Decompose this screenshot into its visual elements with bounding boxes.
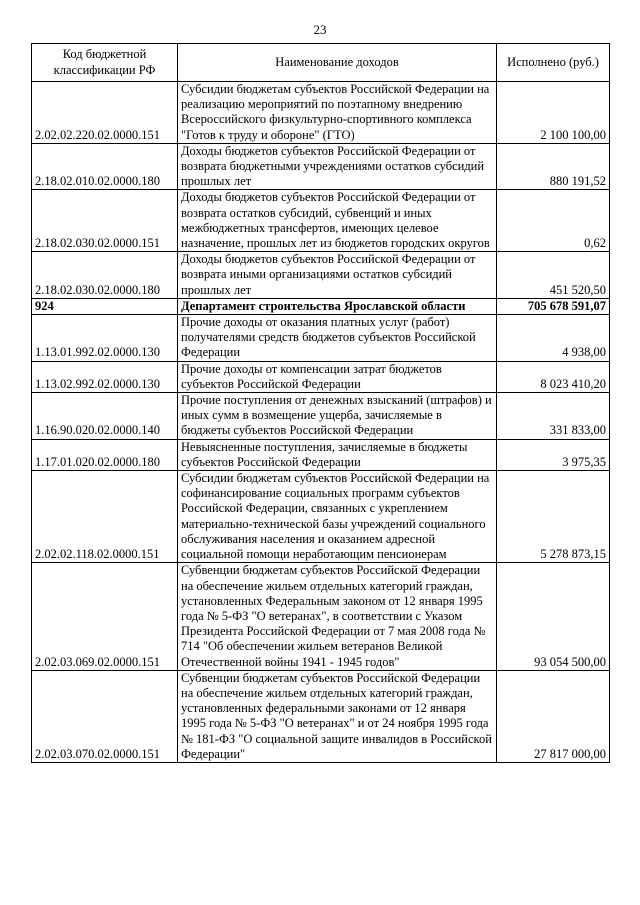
row-name: Прочие доходы от компенсации затрат бюджетов субъектов Российской Федерации <box>178 361 497 392</box>
row-name: Невыясненные поступления, зачисляемые в бюджеты субъектов Российской Федерации <box>178 439 497 470</box>
table-row <box>32 143 610 190</box>
row-amount: 4 938,00 <box>497 315 610 362</box>
row-amount: 705 678 591,07 <box>497 298 610 314</box>
table-row <box>32 563 610 670</box>
row-name: Прочие поступления от денежных взысканий (штрафов) и иных сумм в возмещение ущерба, зачисляемые в бюджеты субъектов Российской Федерации <box>178 393 497 440</box>
row-name: Прочие доходы от оказания платных услуг (работ) получателями средств бюджетов субъектов Российской Федерации <box>178 315 497 362</box>
row-code: 1.13.01.992.02.0000.130 <box>32 315 178 362</box>
row-amount: 93 054 500,00 <box>497 563 610 670</box>
row-name: Департамент строительства Ярославской области <box>178 298 497 314</box>
row-amount: 331 833,00 <box>497 393 610 440</box>
row-code: 2.18.02.030.02.0000.151 <box>32 190 178 252</box>
row-amount: 8 023 410,20 <box>497 361 610 392</box>
row-code: 924 <box>32 298 178 314</box>
row-amount: 0,62 <box>497 190 610 252</box>
row-name: Доходы бюджетов субъектов Российской Федерации от возврата остатков субсидий, субвенций и иных межбюджетных трансфертов, имеющих целевое назначение, прошлых лет из бюджетов городских округов <box>178 190 497 252</box>
header-amount: Исполнено (руб.) <box>497 44 610 82</box>
row-name: Субсидии бюджетам субъектов Российской Федерации на софинансирование социальных программ субъектов Российской Федерации, связанных с укреплением материально-технической базы учреждений социального обслуживания населения и оказанием адресной социальной помощи неработающим пенсионерам <box>178 471 497 563</box>
table-row <box>32 190 610 252</box>
row-amount: 451 520,50 <box>497 252 610 299</box>
revenue-table <box>31 43 610 763</box>
row-name: Доходы бюджетов субъектов Российской Федерации от возврата иными организациями остатков субсидий прошлых лет <box>178 252 497 299</box>
row-amount: 3 975,35 <box>497 439 610 470</box>
row-name: Субвенции бюджетам субъектов Российской Федерации на обеспечение жильем отдельных категорий граждан, установленных федеральными законами от 12 января 1995 года № 5-ФЗ "О ветеранах" и от 24 ноября 1995 года № 181-ФЗ "О социальной защите инвалидов в Российской Федерации" <box>178 670 497 762</box>
table-row <box>32 82 610 144</box>
row-code: 1.17.01.020.02.0000.180 <box>32 439 178 470</box>
table-header <box>32 44 610 82</box>
header-row <box>32 44 610 82</box>
table-row <box>32 670 610 762</box>
table-row <box>32 471 610 563</box>
row-amount: 5 278 873,15 <box>497 471 610 563</box>
row-code: 2.02.03.069.02.0000.151 <box>32 563 178 670</box>
table-row <box>32 439 610 470</box>
page-number: 23 <box>313 22 327 37</box>
table-row <box>32 393 610 440</box>
table-row <box>32 361 610 392</box>
header-code: Код бюджетной классификации РФ <box>32 44 178 82</box>
row-code: 2.02.02.118.02.0000.151 <box>32 471 178 563</box>
row-name: Субсидии бюджетам субъектов Российской Федерации на реализацию мероприятий по поэтапному внедрению Всероссийского физкультурно-спортивного комплекса "Готов к труду и обороне" (ГТО) <box>178 82 497 144</box>
header-name: Наименование доходов <box>178 44 497 82</box>
row-code: 1.13.02.992.02.0000.130 <box>32 361 178 392</box>
table-body <box>32 82 610 763</box>
row-code: 2.18.02.010.02.0000.180 <box>32 143 178 190</box>
row-code: 2.02.03.070.02.0000.151 <box>32 670 178 762</box>
row-amount: 880 191,52 <box>497 143 610 190</box>
row-code: 1.16.90.020.02.0000.140 <box>32 393 178 440</box>
row-name: Субвенции бюджетам субъектов Российской Федерации на обеспечение жильем отдельных категорий граждан, установленных Федеральным законом от 12 января 1995 года № 5-ФЗ "О ветеранах", в соответствии с Указом Президента Российской Федерации от 7 мая 2008 года № 714 "Об обеспечении жильем ветеранов Великой Отечественной войны 1941 - 1945 годов" <box>178 563 497 670</box>
row-code: 2.18.02.030.02.0000.180 <box>32 252 178 299</box>
row-amount: 2 100 100,00 <box>497 82 610 144</box>
row-name: Доходы бюджетов субъектов Российской Федерации от возврата бюджетными учреждениями остатков субсидий прошлых лет <box>178 143 497 190</box>
table-row <box>32 315 610 362</box>
row-code: 2.02.02.220.02.0000.151 <box>32 82 178 144</box>
department-row <box>32 298 610 314</box>
row-amount: 27 817 000,00 <box>497 670 610 762</box>
table-row <box>32 252 610 299</box>
